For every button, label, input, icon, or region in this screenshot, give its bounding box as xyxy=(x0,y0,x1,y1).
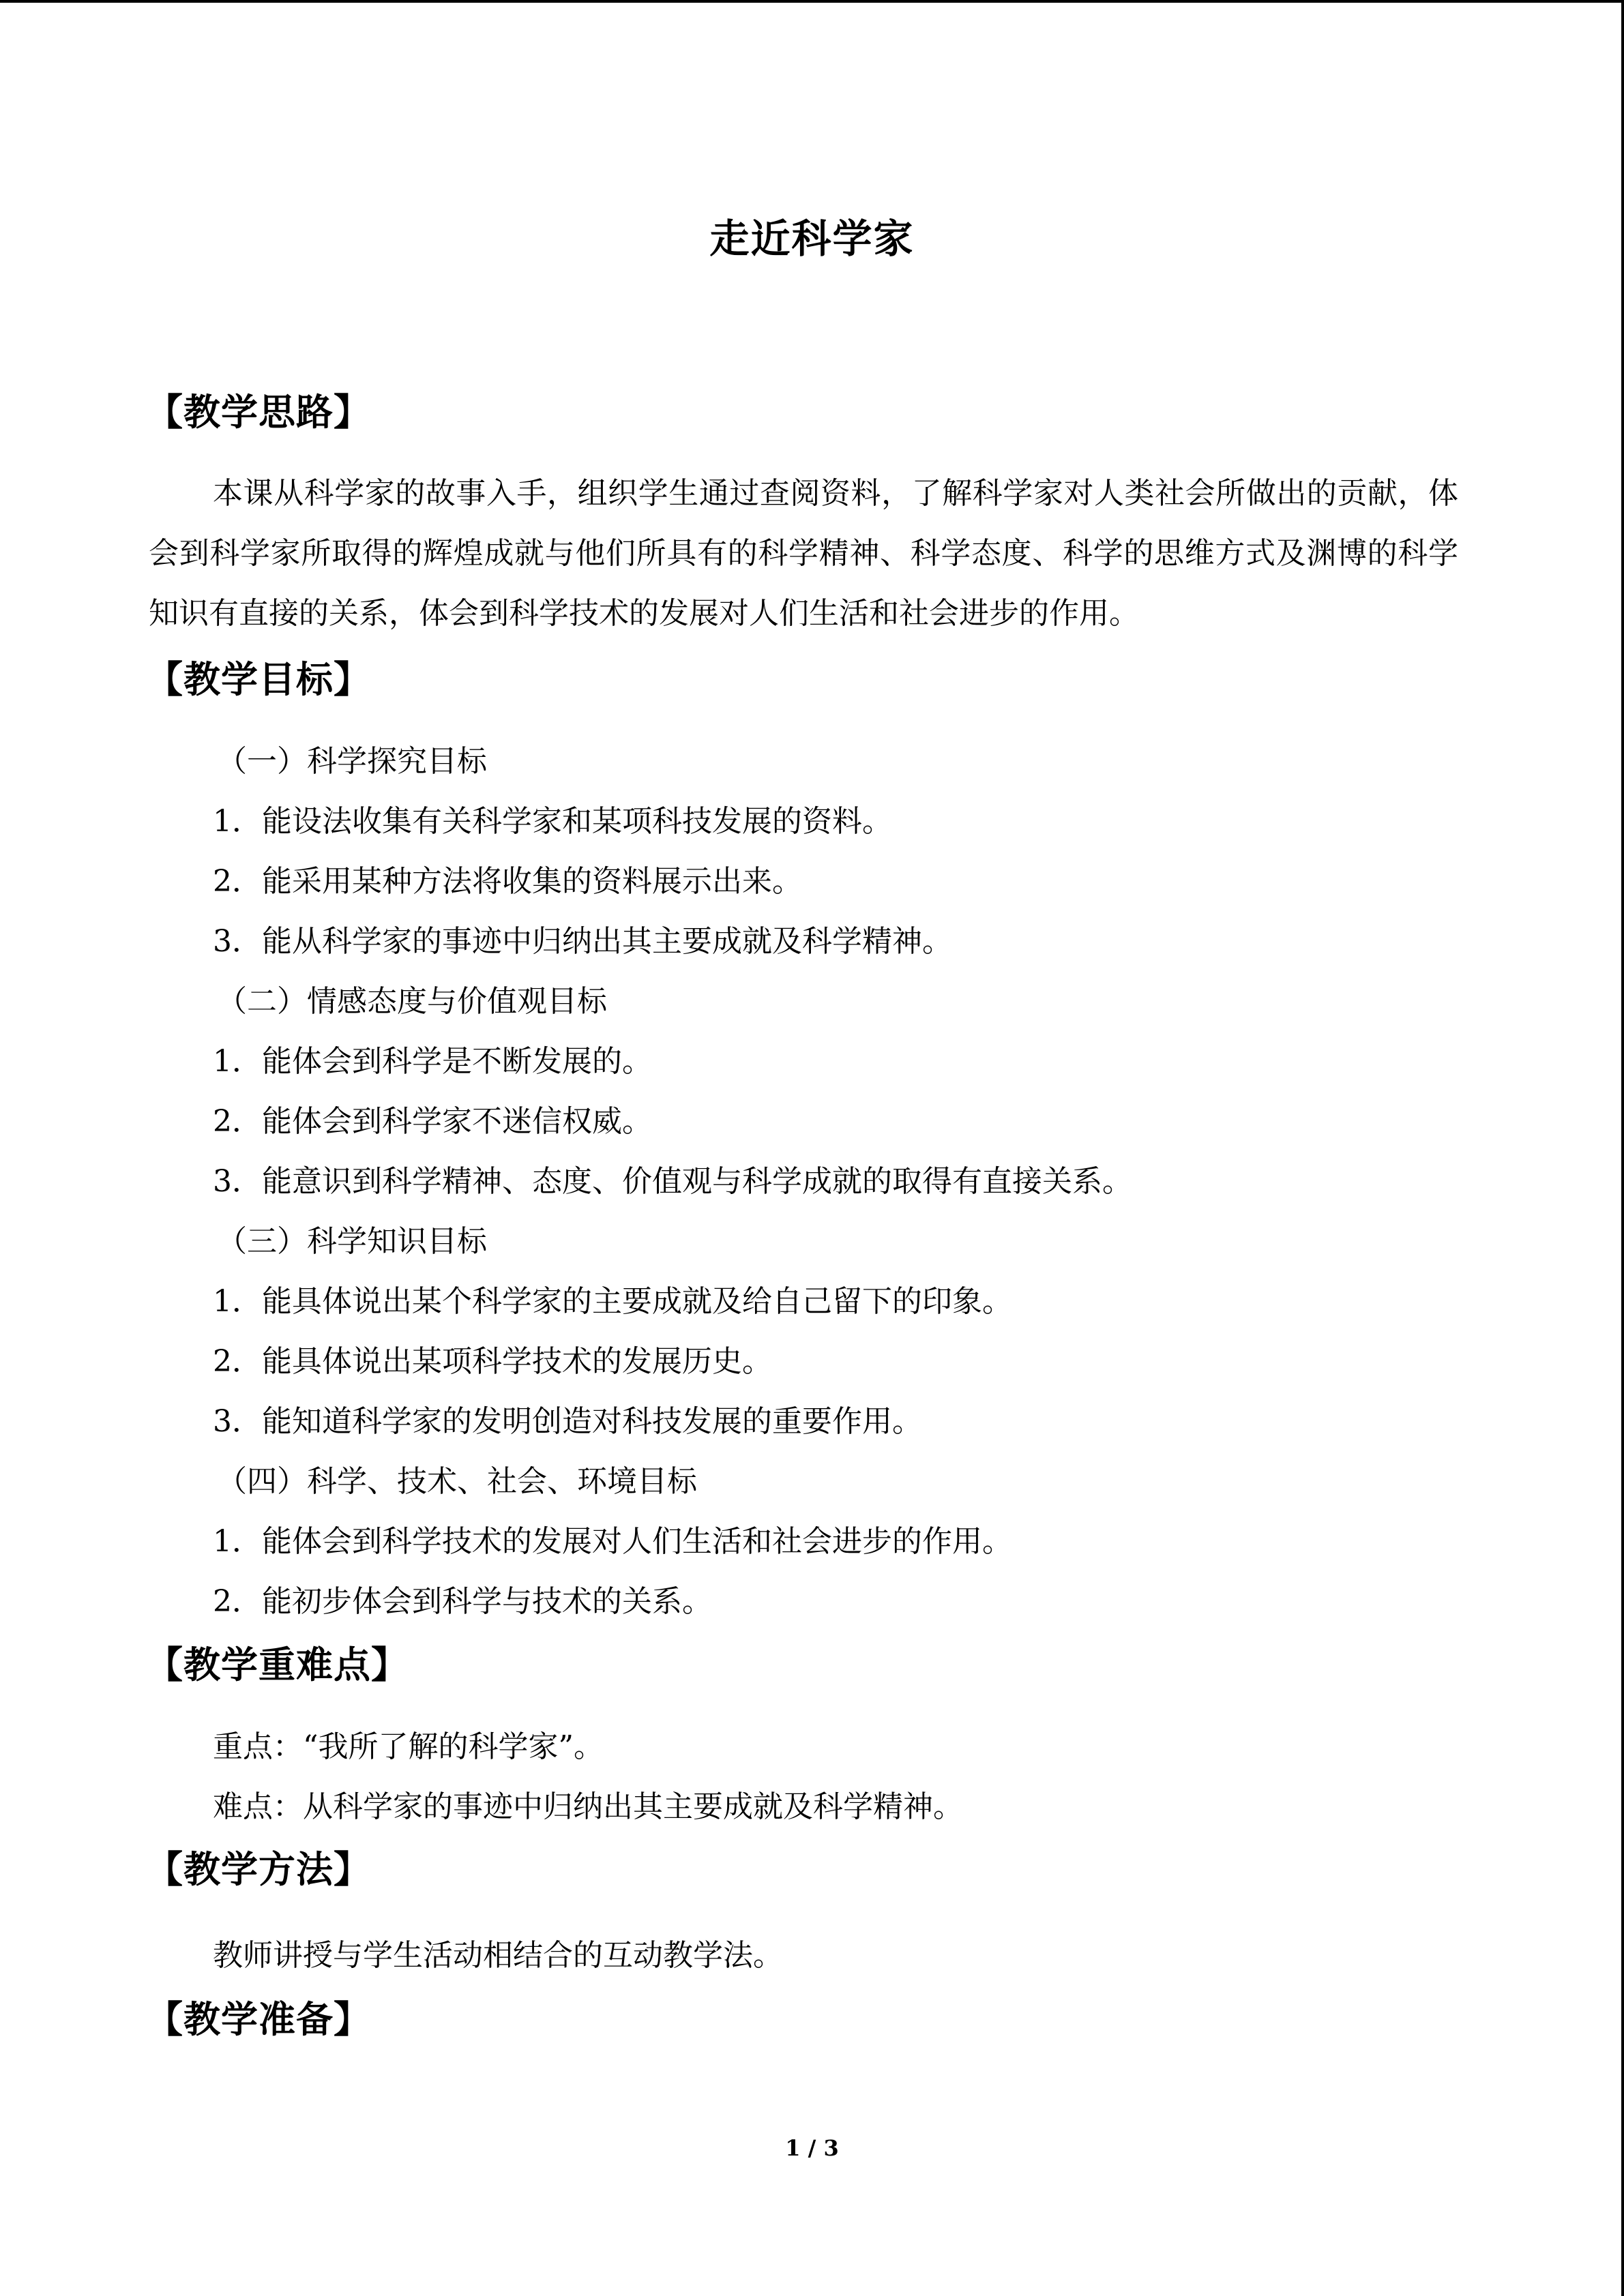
goal-item: 2．能初步体会到科学与技术的关系。 xyxy=(213,1584,712,1619)
key-point-item: 难点：从科学家的事迹中归纳出其主要成就及科学精神。 xyxy=(213,1789,963,1824)
page-number: 1 / 3 xyxy=(785,2135,839,2161)
goal-item: 2．能采用某种方法将收集的资料展示出来。 xyxy=(213,864,802,899)
goal-item: 1．能设法收集有关科学家和某项科技发展的资料。 xyxy=(213,804,892,839)
page-border-right xyxy=(1621,0,1624,2296)
goal-item: 3．能知道科学家的发明创造对科技发展的重要作用。 xyxy=(213,1404,922,1439)
goal-item: 1．能体会到科学是不断发展的。 xyxy=(213,1044,652,1079)
heading-methods: 【教学方法】 xyxy=(146,1848,371,1891)
key-point-item: 重点：“我所了解的科学家”。 xyxy=(213,1729,604,1764)
goal-item: 1．能体会到科学技术的发展对人们生活和社会进步的作用。 xyxy=(213,1524,1012,1559)
page-border-top xyxy=(0,0,1624,3)
goal-item: 2．能体会到科学家不迷信权威。 xyxy=(213,1104,652,1139)
goal-subheading-1: （一）科学探究目标 xyxy=(217,744,487,779)
goal-item: 3．能从科学家的事迹中归纳出其主要成就及科学精神。 xyxy=(213,924,952,959)
heading-preparation: 【教学准备】 xyxy=(146,1998,371,2041)
goal-subheading-3: （三）科学知识目标 xyxy=(217,1224,487,1259)
heading-key-points: 【教学重难点】 xyxy=(146,1643,409,1686)
goal-subheading-2: （二）情感态度与价值观目标 xyxy=(217,984,607,1019)
heading-thinking: 【教学思路】 xyxy=(146,391,371,434)
goal-item: 3．能意识到科学精神、态度、价值观与科学成就的取得有直接关系。 xyxy=(213,1164,1132,1199)
goal-subheading-4: （四）科学、技术、社会、环境目标 xyxy=(217,1464,697,1499)
goal-item: 1．能具体说出某个科学家的主要成就及给自己留下的印象。 xyxy=(213,1284,1012,1319)
document-title: 走近科学家 xyxy=(709,215,915,262)
thinking-paragraph: 本课从科学家的故事入手，组织学生通过查阅资料，了解科学家对人类社会所做出的贡献，体会到科学家所取得的辉煌成就与他们所具有的科学精神、科学态度、科学的思维方式及渊博的科学知识有直接的关系，体会到科学技术的发展对人们生活和社会进步的作用。 xyxy=(149,476,1458,631)
heading-goals: 【教学目标】 xyxy=(146,658,371,701)
method-item: 教师讲授与学生活动相结合的互动教学法。 xyxy=(213,1938,783,1973)
goal-item: 2．能具体说出某项科学技术的发展历史。 xyxy=(213,1344,772,1379)
